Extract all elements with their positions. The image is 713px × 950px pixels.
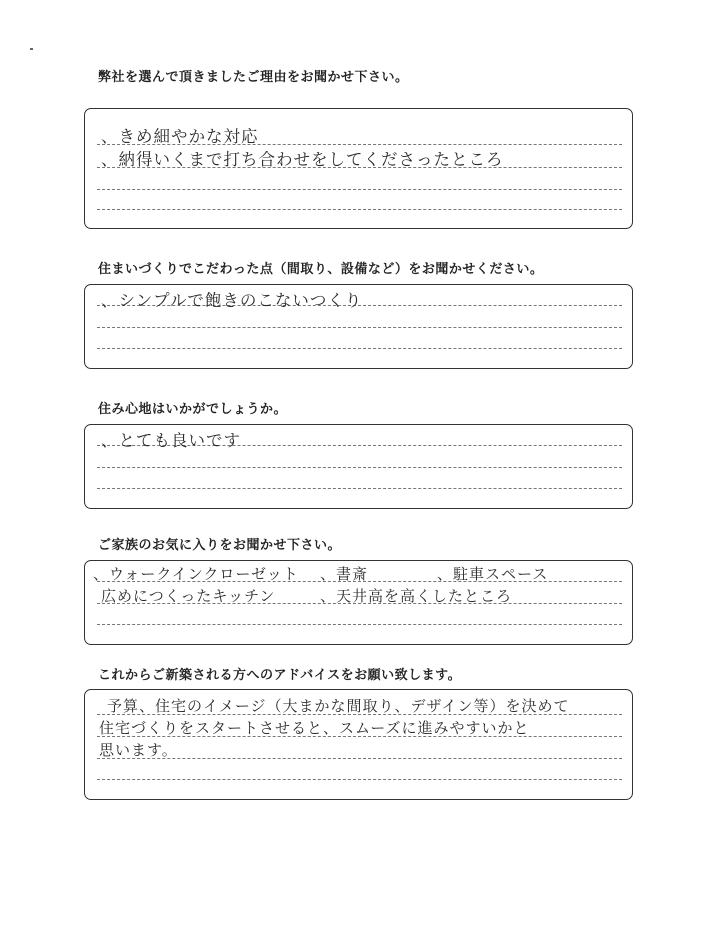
handwritten-answer: 住宅づくりをスタートさせると、スムーズに進みやすいかと: [99, 719, 530, 737]
answer-line: [97, 488, 622, 489]
handwritten-answer: 、とても良いです: [101, 431, 241, 450]
answer-line: [97, 327, 622, 328]
answer-box-4: [84, 560, 633, 645]
question-4: ご家族のお気に入りをお聞かせ下さい。: [98, 538, 342, 553]
handwritten-answer: 、きめ細やかな対応: [101, 127, 259, 146]
question-2: 住まいづくりでこだわった点（間取り、設備など）をお聞かせください。: [98, 262, 544, 277]
handwritten-answer: 予算、住宅のイメージ（大まかな間取り、デザイン等）を決めて: [107, 697, 570, 715]
answer-line: [97, 348, 622, 349]
answer-line: [97, 189, 622, 190]
answer-box-5: [84, 689, 633, 800]
answer-line: [97, 467, 622, 468]
handwritten-answer: 思います。: [99, 741, 178, 759]
handwritten-answer: 、駐車スペース: [437, 565, 549, 583]
handwritten-answer: 、書斎: [320, 565, 369, 583]
answer-box-3: [84, 424, 633, 509]
handwritten-answer: 、納得いくまで打ち合わせをしてくださったところ: [101, 150, 504, 169]
handwritten-answer: 広めにつくったキッチン: [101, 587, 276, 605]
question-5: これからご新築される方へのアドバイスをお願い致します。: [98, 668, 462, 683]
question-3: 住み心地はいかがでしょうか。: [98, 402, 288, 417]
answer-line: [97, 624, 622, 625]
handwritten-answer: 、天井高を高くしたところ: [320, 587, 513, 605]
question-1: 弊社を選んで頂きましたご理由をお聞かせ下さい。: [98, 70, 409, 85]
answer-line: [97, 779, 622, 780]
handwritten-answer: 、シンプルで飽きのこないつくり: [101, 291, 363, 310]
answer-box-2: [84, 284, 633, 369]
scan-speck: [30, 48, 33, 50]
handwritten-answer: 、ウォークインクローゼット: [93, 565, 299, 583]
answer-box-1: [84, 108, 633, 229]
answer-line: [97, 209, 622, 210]
